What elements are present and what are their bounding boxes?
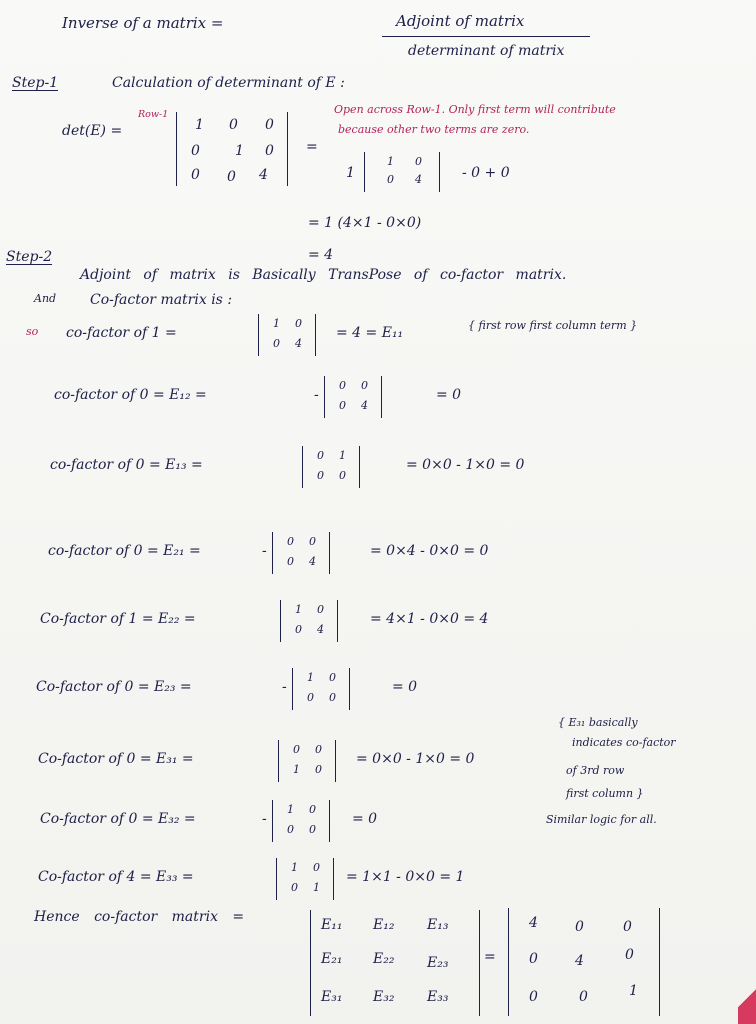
matrix-cell: E₃₂ bbox=[373, 989, 395, 1005]
step2-line-2: Co-factor matrix is : bbox=[90, 292, 233, 308]
minor-determinant bbox=[258, 314, 316, 356]
matrix-cell: 0 bbox=[339, 379, 346, 392]
cofactor-result: = 0 bbox=[392, 679, 418, 695]
page-edge-decoration bbox=[738, 984, 756, 1024]
matrix-cell: 0 bbox=[295, 317, 302, 330]
matrix-cell: 0 bbox=[317, 469, 324, 482]
side-note-line: Similar logic for all. bbox=[546, 813, 657, 826]
minor-determinant bbox=[272, 532, 330, 574]
minor-determinant bbox=[276, 858, 334, 900]
matrix-cell: 0 bbox=[317, 603, 324, 616]
cofactor-label: Co-factor of 4 = E₃₃ = bbox=[38, 869, 194, 885]
cofactor-label: co-factor of 0 = E₁₃ = bbox=[50, 457, 203, 473]
matrix-cell: E₁₃ bbox=[427, 917, 449, 933]
calc-line-2: = 4 bbox=[308, 247, 334, 263]
matrix-cell: 0 bbox=[307, 691, 314, 704]
cofactor-result: = 0 bbox=[436, 387, 462, 403]
matrix-cell: 0 bbox=[227, 169, 236, 185]
minor-determinant bbox=[302, 446, 360, 488]
matrix-cell: E₁₁ bbox=[321, 917, 343, 933]
matrix-cell: 0 bbox=[313, 861, 320, 874]
cofactor-label: Co-factor of 1 = E₂₂ = bbox=[40, 611, 196, 627]
matrix-cell: 4 bbox=[415, 173, 422, 186]
matrix-cell: 1 bbox=[313, 881, 320, 894]
step1-title: Calculation of determinant of E : bbox=[112, 75, 345, 91]
cofactor-label: co-factor of 0 = E₁₂ = bbox=[54, 387, 207, 403]
side-note-line: indicates co-factor bbox=[572, 736, 676, 749]
matrix-cell: 0 bbox=[309, 803, 316, 816]
matrix-cell: 1 bbox=[307, 671, 314, 684]
matrix-cell: 0 bbox=[191, 167, 200, 183]
matrix-cell: 0 bbox=[529, 951, 538, 967]
matrix-cell: 0 bbox=[415, 155, 422, 168]
minor-determinant bbox=[292, 668, 350, 710]
matrix-cell: 0 bbox=[291, 881, 298, 894]
header-lhs: Inverse of a matrix = bbox=[62, 14, 224, 32]
matrix-cell: 1 bbox=[291, 861, 298, 874]
matrix-cell: 0 bbox=[329, 691, 336, 704]
matrix-cell: 0 bbox=[309, 535, 316, 548]
cofactor-label: Co-factor of 0 = E₂₃ = bbox=[36, 679, 192, 695]
matrix-cell: 0 bbox=[361, 379, 368, 392]
matrix-cell: 1 bbox=[339, 449, 346, 462]
matrix-cell: 0 bbox=[339, 469, 346, 482]
matrix-cell: 4 bbox=[361, 399, 368, 412]
matrix-cell: 1 bbox=[295, 603, 302, 616]
minor-determinant bbox=[278, 740, 336, 782]
cofactor-result: = 0 bbox=[352, 811, 378, 827]
matrix-cell: E₂₁ bbox=[321, 951, 343, 967]
calc-line-1: = 1 (4×1 - 0×0) bbox=[308, 215, 422, 231]
note-line-2: because other two terms are zero. bbox=[338, 123, 530, 136]
cofactor-result: = 0×0 - 1×0 = 0 bbox=[406, 457, 525, 473]
matrix-cell: 4 bbox=[317, 623, 324, 636]
matrix-cell: 0 bbox=[315, 743, 322, 756]
cofactor-result: = 4×1 - 0×0 = 4 bbox=[370, 611, 489, 627]
minor-determinant bbox=[272, 800, 330, 842]
matrix-cell: 1 bbox=[629, 983, 638, 999]
matrix-cell: 0 bbox=[287, 823, 294, 836]
matrix-cell: 1 bbox=[273, 317, 280, 330]
symbolic-cofactor-matrix bbox=[310, 910, 480, 1016]
so-label: so bbox=[26, 325, 39, 338]
cofactor-label: Co-factor of 0 = E₃₁ = bbox=[38, 751, 194, 767]
det-matrix bbox=[176, 112, 288, 186]
cofactor-sign: - bbox=[314, 387, 319, 403]
matrix-cell: 1 bbox=[235, 143, 244, 159]
cofactor-note: { first row first column term } bbox=[468, 319, 638, 332]
matrix-cell: 0 bbox=[317, 449, 324, 462]
note-line-1: Open across Row-1. Only first term will contribute bbox=[334, 103, 616, 116]
det-lhs: det(E) = bbox=[62, 123, 123, 139]
side-note-line: first column } bbox=[566, 787, 644, 800]
matrix-cell: E₂₂ bbox=[373, 951, 395, 967]
matrix-cell: 4 bbox=[295, 337, 302, 350]
matrix-cell: 0 bbox=[623, 919, 632, 935]
matrix-cell: 0 bbox=[273, 337, 280, 350]
fraction-bar bbox=[382, 36, 590, 37]
matrix-cell: 4 bbox=[309, 555, 316, 568]
step2-and: And bbox=[34, 292, 57, 305]
matrix-cell: 1 bbox=[387, 155, 394, 168]
det-equals: = bbox=[306, 139, 318, 155]
cofactor-result: = 0×4 - 0×0 = 0 bbox=[370, 543, 489, 559]
step2-line-1: Adjoint of matrix is Basically TransPose of co-factor matrix. bbox=[80, 267, 567, 283]
matrix-cell: 4 bbox=[529, 915, 538, 931]
side-note-line: { E₃₁ basically bbox=[558, 716, 638, 729]
matrix-cell: 4 bbox=[259, 167, 268, 183]
matrix-cell: 0 bbox=[529, 989, 538, 1005]
matrix-cell: E₃₃ bbox=[427, 989, 449, 1005]
matrix-cell: 0 bbox=[309, 823, 316, 836]
matrix-cell: 0 bbox=[387, 173, 394, 186]
cofactor-sign: - bbox=[282, 679, 287, 695]
side-note-line: of 3rd row bbox=[566, 764, 625, 777]
matrix-cell: E₁₂ bbox=[373, 917, 395, 933]
expansion-minor bbox=[364, 152, 440, 192]
minor-determinant bbox=[324, 376, 382, 418]
matrix-cell: 0 bbox=[287, 535, 294, 548]
row-note: Row-1 bbox=[138, 109, 169, 120]
matrix-cell: 0 bbox=[315, 763, 322, 776]
matrix-cell: 4 bbox=[575, 953, 584, 969]
matrix-cell: 1 bbox=[195, 117, 204, 133]
cofactor-result: = 1×1 - 0×0 = 1 bbox=[346, 869, 465, 885]
matrix-cell: 0 bbox=[191, 143, 200, 159]
matrix-cell: 0 bbox=[287, 555, 294, 568]
header-denominator: determinant of matrix bbox=[408, 43, 565, 59]
matrix-cell: 0 bbox=[265, 117, 274, 133]
step1-label: Step-1 bbox=[12, 75, 59, 91]
matrix-cell: 0 bbox=[575, 919, 584, 935]
matrix-cell: 0 bbox=[265, 143, 274, 159]
cofactor-label: co-factor of 1 = bbox=[66, 325, 177, 341]
cofactor-label: Co-factor of 0 = E₃₂ = bbox=[40, 811, 196, 827]
cofactor-result: = 0×0 - 1×0 = 0 bbox=[356, 751, 475, 767]
header-numerator: Adjoint of matrix bbox=[396, 12, 525, 30]
matrix-cell: 0 bbox=[293, 743, 300, 756]
expansion-rest: - 0 + 0 bbox=[462, 165, 510, 181]
cofactor-result: = 4 = E₁₁ bbox=[336, 325, 404, 341]
matrix-cell: 0 bbox=[579, 989, 588, 1005]
matrix-cell: E₃₁ bbox=[321, 989, 343, 1005]
matrix-cell: 0 bbox=[295, 623, 302, 636]
matrix-cell: 0 bbox=[625, 947, 634, 963]
cofactor-sign: - bbox=[262, 811, 267, 827]
matrix-cell: 1 bbox=[287, 803, 294, 816]
cofactor-sign: - bbox=[262, 543, 267, 559]
cofactor-label: co-factor of 0 = E₂₁ = bbox=[48, 543, 201, 559]
matrix-cell: E₂₃ bbox=[427, 955, 449, 971]
step2-label: Step-2 bbox=[6, 249, 53, 265]
minor-determinant bbox=[280, 600, 338, 642]
final-equals: = bbox=[484, 949, 496, 965]
matrix-cell: 1 bbox=[293, 763, 300, 776]
final-label: Hence co-factor matrix = bbox=[34, 909, 245, 925]
matrix-cell: 0 bbox=[329, 671, 336, 684]
numeric-cofactor-matrix bbox=[508, 908, 660, 1016]
matrix-cell: 0 bbox=[339, 399, 346, 412]
matrix-cell: 0 bbox=[229, 117, 238, 133]
expansion-coefficient: 1 bbox=[346, 165, 355, 181]
